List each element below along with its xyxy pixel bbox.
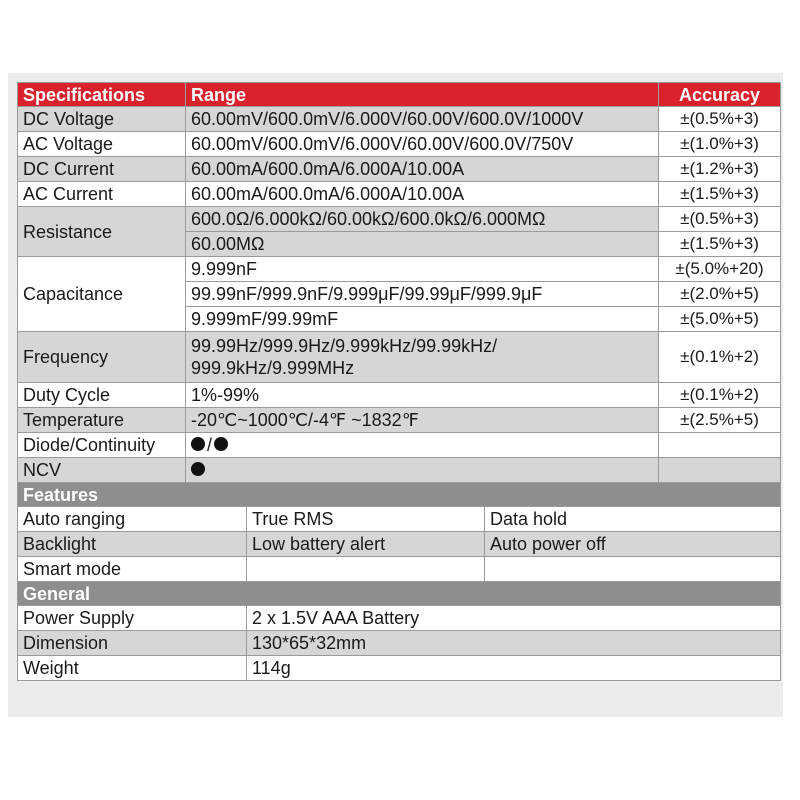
spec-range: 60.00mA/600.0mA/6.000A/10.00A [186, 182, 659, 207]
spec-label: AC Current [18, 182, 186, 207]
bullet-icon [214, 437, 228, 451]
general-label: Weight [18, 656, 247, 681]
spec-label: Capacitance [18, 257, 186, 332]
spec-range: -20℃~1000℃/-4℉ ~1832℉ [186, 408, 659, 433]
spec-range [186, 458, 659, 483]
spec-label: Temperature [18, 408, 186, 433]
spec-table-main [17, 82, 781, 681]
spec-range: 600.0Ω/6.000kΩ/60.00kΩ/600.0kΩ/6.000MΩ [186, 207, 659, 232]
spec-range: 9.999mF/99.99mF [186, 307, 659, 332]
table-row [18, 383, 781, 408]
spec-range: 9.999nF [186, 257, 659, 282]
table-row [18, 433, 781, 458]
table-row [18, 656, 781, 681]
table-row [18, 408, 781, 433]
feature-cell: True RMS [247, 507, 485, 532]
spec-accuracy: ±(0.1%+2) [659, 383, 781, 408]
general-label: Power Supply [18, 606, 247, 631]
spec-range: 60.00MΩ [186, 232, 659, 257]
feature-cell [485, 557, 781, 582]
feature-cell: Data hold [485, 507, 781, 532]
spec-accuracy: ±(0.1%+2) [659, 332, 781, 383]
table-header-row [18, 83, 781, 107]
section-title: General [18, 582, 781, 606]
general-value: 114g [247, 656, 781, 681]
table-row [18, 507, 781, 532]
table-row [18, 332, 781, 383]
table-row [18, 207, 781, 232]
spec-label: Resistance [18, 207, 186, 257]
spec-accuracy: ±(1.5%+3) [659, 182, 781, 207]
table-row [18, 606, 781, 631]
header-range: Range [186, 83, 659, 107]
spec-label: DC Voltage [18, 107, 186, 132]
bullet-icon [191, 437, 205, 451]
spec-range: 60.00mV/600.0mV/6.000V/60.00V/600.0V/750V [186, 132, 659, 157]
spec-accuracy: ±(1.5%+3) [659, 232, 781, 257]
spec-accuracy: ±(5.0%+5) [659, 307, 781, 332]
spec-label: DC Current [18, 157, 186, 182]
table-row [18, 631, 781, 656]
table-row [18, 182, 781, 207]
bullet-icon [191, 462, 205, 476]
feature-cell: Low battery alert [247, 532, 485, 557]
table-row [18, 458, 781, 483]
spec-range [186, 433, 659, 458]
spec-range: 99.99nF/999.9nF/9.999μF/99.99μF/999.9μF [186, 282, 659, 307]
table-row [18, 557, 781, 582]
table-row [18, 132, 781, 157]
feature-cell: Backlight [18, 532, 247, 557]
feature-cell: Auto ranging [18, 507, 247, 532]
spec-range-line2: 999.9kHz/9.999MHz [191, 358, 355, 378]
spec-range: 60.00mV/600.0mV/6.000V/60.00V/600.0V/1000V [186, 107, 659, 132]
section-header-general [18, 582, 781, 606]
table-row [18, 532, 781, 557]
table-row [18, 157, 781, 182]
spec-range: 60.00mA/600.0mA/6.000A/10.00A [186, 157, 659, 182]
feature-cell: Smart mode [18, 557, 247, 582]
spec-label: Duty Cycle [18, 383, 186, 408]
header-specifications: Specifications [18, 83, 186, 107]
spec-range-line1: 99.99Hz/999.9Hz/9.999kHz/99.99kHz/ [191, 336, 498, 356]
spec-label: Frequency [18, 332, 186, 383]
section-title: Features [18, 483, 781, 507]
spec-accuracy: ±(1.2%+3) [659, 157, 781, 182]
table-row [18, 257, 781, 282]
feature-cell [247, 557, 485, 582]
feature-cell: Auto power off [485, 532, 781, 557]
spec-range [186, 332, 659, 383]
spec-label: AC Voltage [18, 132, 186, 157]
header-accuracy: Accuracy [659, 83, 781, 107]
spec-accuracy: ±(2.5%+5) [659, 408, 781, 433]
spec-accuracy: ±(5.0%+20) [659, 257, 781, 282]
spec-accuracy [659, 458, 781, 483]
spec-range: 1%-99% [186, 383, 659, 408]
general-value: 130*65*32mm [247, 631, 781, 656]
section-header-features [18, 483, 781, 507]
spec-label: NCV [18, 458, 186, 483]
bullet-separator: / [207, 435, 213, 455]
table-row [18, 107, 781, 132]
spec-body [17, 82, 780, 681]
general-value: 2 x 1.5V AAA Battery [247, 606, 781, 631]
spec-accuracy: ±(0.5%+3) [659, 107, 781, 132]
spec-accuracy: ±(0.5%+3) [659, 207, 781, 232]
spec-accuracy: ±(1.0%+3) [659, 132, 781, 157]
general-label: Dimension [18, 631, 247, 656]
spec-accuracy: ±(2.0%+5) [659, 282, 781, 307]
spec-label: Diode/Continuity [18, 433, 186, 458]
spec-accuracy [659, 433, 781, 458]
